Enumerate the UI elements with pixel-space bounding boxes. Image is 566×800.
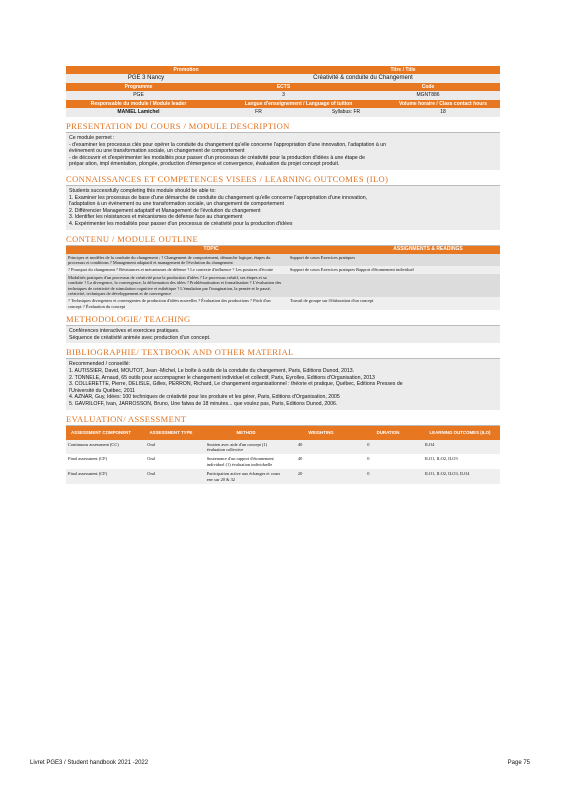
ilo-line: 1. Examiner les processus de base d'une démarche de conduite du changement qu'elle concerne l'appropriation d'une innovation, <box>69 194 368 201</box>
assessment-method: Soutien avec aide d'un concept (1) évaluation collective <box>206 441 268 452</box>
footer-page-number: Page 75 <box>507 760 530 766</box>
biblio-line: Recommended / conseillé: <box>69 361 131 368</box>
ilo-line: 3. Identifier les résistances et mécanismes de défense face au changement <box>69 214 243 221</box>
header-labels-row1 <box>66 66 500 74</box>
module-leader-value: MANIEL Lamichel <box>117 109 160 115</box>
assessment-weighting: 20 <box>297 471 303 477</box>
biblio-line: 5. GAVRILOFF, Ivan, JARROSSON, Bruno, Une fatwa de 18 minutes... que voulez pas, Paris, Éditions Dunod, 2006. <box>69 400 338 407</box>
method-line: Conférences interactives et exercices pratiques. <box>69 328 180 335</box>
ilo-line: Students successfully completing this module should be able to: <box>69 187 216 194</box>
assessment-method-header: METHOD <box>236 430 256 436</box>
method-heading: METHODOLOGIE/ TEACHING <box>66 314 500 326</box>
presentation-line: prépar ation, impl émentation, plongée, production d'émergence et convergence, évaluation du projet concept produit. <box>69 161 340 168</box>
outline-header-row <box>66 246 500 254</box>
assessment-method: Participation active aux échanges et cours env sur 20 & 32 <box>206 471 281 482</box>
outline-row <box>66 266 500 273</box>
assessment-ilo: ILO4 <box>424 441 435 447</box>
header-values-row1 <box>66 74 500 83</box>
language-value: FR <box>255 109 262 115</box>
outline-row <box>66 297 500 310</box>
header-labels-row2 <box>66 83 500 91</box>
code-value: MGNT886 <box>416 92 440 98</box>
assessment-method: Soutenance d'un rapport d'étonnement individuel (1) évaluation individuelle <box>206 456 274 467</box>
assessment-component: Final assessment (CF) <box>68 456 108 462</box>
presentation-box <box>66 133 500 170</box>
assessment-component: Continuous assessment (CC) <box>68 441 119 447</box>
assessment-ilo: ILO1, ILO2, ILO3 <box>424 456 458 462</box>
outline-row <box>66 254 500 267</box>
header-values-row2 <box>66 91 500 100</box>
title-label: Titre / Title <box>390 66 416 73</box>
assessment-duration: 0 <box>367 456 370 462</box>
assessment-component: Final assessment (CF) <box>68 471 108 477</box>
header-labels-row3 <box>66 100 500 108</box>
language-label: Langue d'enseignement / Language of tuition <box>244 100 353 107</box>
header-values-row3 <box>66 108 500 117</box>
outline-reading: Travail de groupe sur l'élaboration d'un concept <box>289 298 374 304</box>
eval-heading: EVALUATION/ ASSESSMENT <box>66 414 500 426</box>
assessment-type: Oral <box>147 471 156 477</box>
promotion-value: PGE 3 Nancy <box>127 75 165 81</box>
module-leader-label: Responsable du module / Module leader <box>90 100 187 107</box>
assessment-ilo: ILO1, ILO2, ILO3, ILO4 <box>424 471 470 477</box>
outline-topic: ? Techniques divergentes et convergentes de production d'idées nouvelles ? Évaluation des productions ? Pitch d'un concept ? Évaluation du concept <box>68 298 271 309</box>
outline-topic: Modalités pratiques d'un processus de créativité pour la production d'idées ? Le processus créatif, ses étapes et sa conduite ? La divergence, la convergence, la déformation des idées ? Problématisation et formalisation ? L'évaluation des techniques de créativité de stimulation cognitive et esthétique ? L'émulation par l'imagination, la pensée et le passé, créativité, techniques de développement et de convergence <box>68 274 282 296</box>
ilo-line: 2. Différencier Management adaptatif et Management de l'évolution du changement <box>69 207 261 214</box>
assessment-duration: 0 <box>367 471 370 477</box>
content-heading: CONTENU / MODULE OUTLINE <box>66 234 500 246</box>
title-value: Créativité & conduite du Changement <box>313 75 413 81</box>
assessment-type-header: ASSESSMENT TYPE <box>149 430 193 436</box>
assessment-row <box>66 469 500 484</box>
assessment-row <box>66 440 500 455</box>
biblio-line: 4. AZNAR, Guy, Idées: 100 techniques de créativité pour les produire et les gérer, Paris, Éditions d'Organisation, 2005 <box>69 394 340 401</box>
outline-row <box>66 274 500 298</box>
ilo-line: 4. Expérimenter les modalités pour passer d'un processus de créativité pour la production d'idées <box>69 220 293 227</box>
presentation-heading: PRESENTATION DU COURS / MODULE DESCRIPTION <box>66 121 500 133</box>
code-label: Code <box>421 83 435 90</box>
assessment-type: Oral <box>147 456 156 462</box>
ilo-heading: CONNAISSANCES ET COMPETENCES VISEES / LEARNING OUTCOMES (ILO) <box>66 174 500 186</box>
outline-topic: Principes et modèles de la conduite du changement ; ? Changement de comportement, démarche logique, étapes du processus et conditions ? Management adaptatif et management de l'évolution du changement <box>68 254 271 265</box>
ilo-box <box>66 186 500 230</box>
biblio-box <box>66 359 500 409</box>
assessment-weighting: 40 <box>297 456 303 462</box>
assessment-ilo-header: LEARNING OUTCOMES (ILO) <box>429 430 491 436</box>
assessment-header-row <box>66 426 500 440</box>
hours-label: Volume horaire / Class contact hours <box>399 100 487 107</box>
assessment-weighting-header: WEIGHTING <box>308 430 334 436</box>
assessment-duration: 0 <box>367 441 370 447</box>
page-footer <box>30 760 530 766</box>
syllabus-page <box>66 66 500 484</box>
ilo-line: l'adaptation à un évènement ou une transformation sociale, un changement de comportement <box>69 201 284 208</box>
presentation-line: Ce module permet : <box>69 135 115 141</box>
outline-topic: ? Pourquoi du changement ? Résistances et mécanismes de défense ? Le contexte d'influence ? Les postures d'écoute <box>68 267 274 273</box>
presentation-line: - de découvrir et d'expérimenter les modalités pour passer d'un processus de créativité pour la production d'idées à une étape de <box>69 154 365 161</box>
hours-value: 18 <box>440 109 446 115</box>
presentation-line: - d'examiner les processus clés pour opérer la conduite du changement qu'elle concerne l'appropriation d'une innovation, l'adaptation à un <box>69 141 386 148</box>
assessment-type: Oral <box>147 441 156 447</box>
biblio-heading: BIBLIOGRAPHIE/ TEXTBOOK AND OTHER MATERIAL <box>66 347 500 359</box>
outline-reading: Support de cours Exercices pratiques Rapport d'étonnement individuel <box>289 267 414 273</box>
programme-value: PGE <box>133 92 144 98</box>
biblio-line: 2. TONNELE, Arnaud, 65 outils pour accompagner le changement individuel et collectif, Paris, Eyrolles, Éditions d'Organisation, 2013 <box>69 374 375 381</box>
biblio-line: 1. AUTISSIER, David, MOUTOT, Jean -Michel, Le boîte à outils de la conduite du changement, Paris, Éditions Dunod, 2013. <box>69 367 355 374</box>
programme-label: Programme <box>124 83 153 90</box>
outline-reading-header: ASSIGNMENTS & READINGS <box>393 246 463 253</box>
ects-value: 3 <box>282 92 285 98</box>
presentation-line: évènement ou une transformation sociale, un changement de comportement <box>69 148 245 155</box>
method-line: Séquence de créativité animée avec production d'un concept. <box>69 334 211 341</box>
outline-reading: Support de cours Exercices pratiques <box>289 254 356 260</box>
assessment-component-header: ASSESSMENT COMPONENT <box>70 430 131 436</box>
promotion-label: Promotion <box>173 66 199 73</box>
syllabus-language-value: Syllabus: FR <box>331 109 361 115</box>
ects-label: ECTS <box>276 83 291 90</box>
outline-topic-header: TOPIC <box>203 246 219 253</box>
footer-handbook-label: Livret PGE3 / Student handbook 2021 -2022 <box>30 760 149 766</box>
biblio-line: 3. COLLERETTE, Pierre, DELISLE, Gilles, PERRON, Richard, Le changement organisationnel : théorie et pratique, Québec, Éditions Presses de <box>69 381 403 388</box>
assessment-duration-header: DURATION <box>376 430 400 436</box>
biblio-line: l'Université du Québec, 2011 <box>69 387 136 394</box>
assessment-weighting: 40 <box>297 441 303 447</box>
method-box <box>66 326 500 343</box>
assessment-row <box>66 454 500 469</box>
